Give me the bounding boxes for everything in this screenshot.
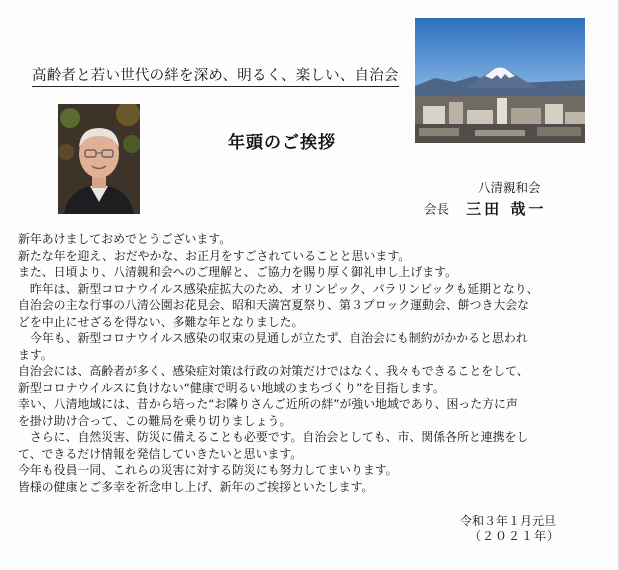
body-line: 自治会の主な行事の八清公園お花見会、昭和天満宮夏祭り、第３ブロック運動会、餅つき大会な (18, 298, 530, 312)
mount-fuji-photo (415, 18, 585, 143)
greeting-title: 年頭のご挨拶 (228, 133, 336, 153)
slogan-heading: 高齢者と若い世代の絆を深め、明るく、楽しい、自治会 (32, 64, 399, 87)
date-era: 令和３年１月元旦 (460, 514, 557, 528)
chair-name: 三田 哉一 (466, 200, 547, 218)
body-line: 新たな年を迎え、おだやかな、お正月をすごされていることと思います。 (18, 248, 411, 263)
association-name: 八清親和会 (478, 180, 541, 195)
body-line: 昨年は、新型コロナウイルス感染症拡大のため、オリンピック、パラリンピックも延期となり、 (18, 281, 539, 296)
chairman-signature (424, 198, 546, 219)
body-line: て、できるだけ情報を発信していきたいと思います。 (18, 446, 303, 461)
greeting-body (18, 231, 608, 495)
chair-label: 会長 (424, 201, 450, 217)
body-line: また、日頃より、八清親和会へのご理解と、ご協力を賜り厚く御礼申し上げます。 (18, 265, 458, 279)
body-line: ます。 (18, 347, 53, 362)
body-line: 今年も、新型コロナウイルス感染の収束の見通しが立たず、自治会にも制約がかかると思われ (18, 331, 528, 345)
body-line: 新型コロナウイルスに負けない“健康で明るい地域のまちづくり”を目指します。 (18, 380, 445, 395)
date-year: （２０２１年） (469, 529, 561, 543)
body-line: さらに、自然災害、防災に備えることも必要です。自治会としても、市、関係各所と連携をし (18, 430, 529, 444)
body-line: 幸い、八清地域には、昔から培った“お隣りさんご近所の絆”が強い地域であり、困った方に声 (18, 397, 518, 411)
body-line: 新年あけましておめでとうございます。 (18, 232, 232, 246)
chairman-portrait-photo (58, 104, 140, 214)
body-line: 今年も役員一同、これらの災害に対する防災にも努力してまいります。 (18, 463, 398, 477)
body-line: を掛け助け合って、この難局を乗り切りましょう。 (18, 413, 292, 428)
body-line: どを中止にせざるを得ない、多難な年となりました。 (18, 314, 304, 329)
body-line: 自治会には、高齢者が多く、感染症対策は行政の対策だけではなく、我々もできることをして、 (18, 364, 529, 378)
body-line: 皆様の健康とご多幸を祈念申し上げ、新年のご挨拶といたします。 (18, 479, 374, 494)
